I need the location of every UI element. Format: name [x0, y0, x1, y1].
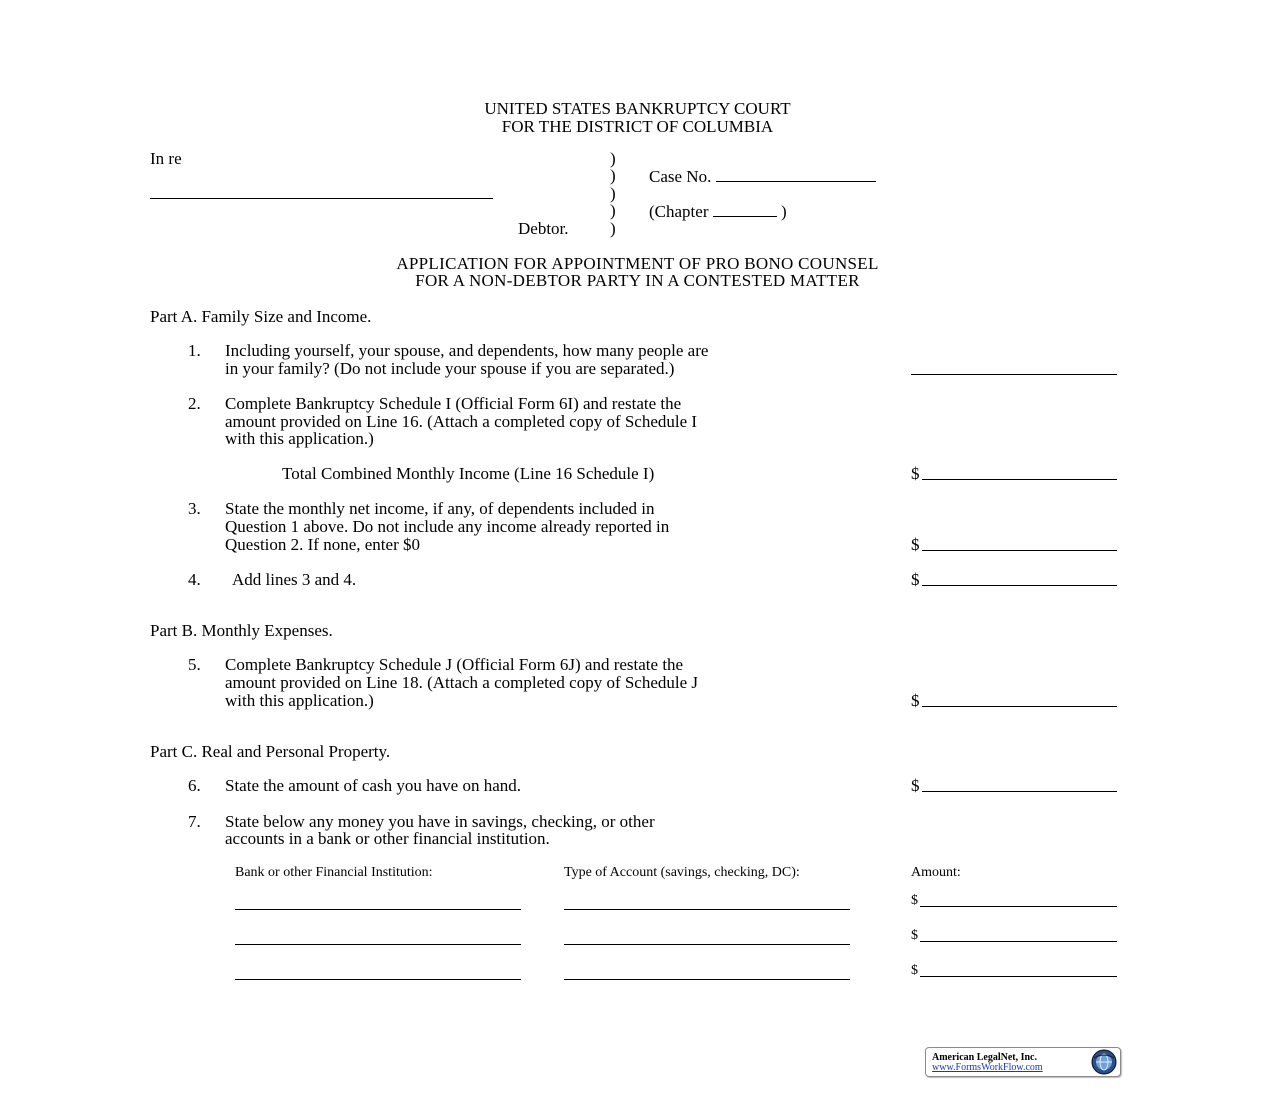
globe-icon	[1091, 1049, 1117, 1075]
q2-text: Complete Bankruptcy Schedule I (Official Form 6I) and restate the	[225, 394, 682, 413]
caption-paren: )	[610, 166, 616, 185]
q2-text: with this application.)	[225, 429, 374, 448]
q1-number: 1.	[188, 341, 201, 360]
q7-number: 7.	[188, 812, 201, 831]
cash-on-hand-field[interactable]	[922, 791, 1117, 792]
court-name: UNITED STATES BANKRUPTCY COURT	[484, 99, 791, 118]
dollar-sign: $	[911, 691, 920, 710]
document-title: APPLICATION FOR APPOINTMENT OF PRO BONO COUNSEL	[396, 254, 879, 273]
account-amount-field[interactable]	[920, 941, 1117, 942]
account-amount-field[interactable]	[920, 976, 1117, 977]
dollar-sign: $	[911, 963, 918, 978]
total-income-field[interactable]	[922, 479, 1117, 480]
account-type-field[interactable]	[564, 979, 850, 980]
logo-website-link[interactable]: www.FormsWorkFlow.com	[932, 1062, 1043, 1073]
monthly-expenses-field[interactable]	[922, 706, 1117, 707]
in-re-label: In re	[150, 149, 182, 168]
debtor-label: Debtor.	[518, 219, 569, 238]
caption-paren: )	[610, 149, 616, 168]
account-amount-field[interactable]	[920, 906, 1117, 907]
logo-company-name: American LegalNet, Inc.	[932, 1052, 1037, 1063]
combined-total-field[interactable]	[922, 585, 1117, 586]
dependents-income-field[interactable]	[922, 550, 1117, 551]
q2-text: amount provided on Line 16. (Attach a completed copy of Schedule I	[225, 412, 698, 431]
part-b-heading: Part B. Monthly Expenses.	[150, 621, 333, 640]
american-legalnet-logo	[925, 1047, 1121, 1077]
amount-column-header: Amount:	[911, 865, 961, 880]
q5-text: Complete Bankruptcy Schedule J (Official Form 6J) and restate the	[225, 655, 684, 674]
caption-paren: )	[610, 184, 616, 203]
q7-text: accounts in a bank or other financial institution.	[225, 829, 550, 848]
bank-name-field[interactable]	[235, 909, 521, 910]
total-income-label: Total Combined Monthly Income (Line 16 Schedule I)	[282, 464, 655, 483]
q4-number: 4.	[188, 570, 201, 589]
dollar-sign: $	[911, 464, 920, 483]
q5-number: 5.	[188, 655, 201, 674]
q4-text: Add lines 3 and 4.	[232, 570, 357, 589]
q3-number: 3.	[188, 499, 201, 518]
account-type-field[interactable]	[564, 909, 850, 910]
caption-paren: )	[610, 201, 616, 220]
chapter-field[interactable]	[713, 202, 777, 217]
part-a-heading: Part A. Family Size and Income.	[150, 307, 372, 326]
chapter-label: (Chapter )	[649, 202, 787, 221]
account-type-field[interactable]	[564, 944, 850, 945]
case-number-label: Case No.	[649, 167, 876, 186]
debtor-name-line[interactable]	[150, 198, 493, 199]
q6-text: State the amount of cash you have on hand.	[225, 776, 522, 795]
bank-column-header: Bank or other Financial Institution:	[235, 865, 433, 880]
dollar-sign: $	[911, 776, 920, 795]
q7-text: State below any money you have in savings, checking, or other	[225, 812, 655, 831]
q1-text: Including yourself, your spouse, and dependents, how many people are	[225, 341, 709, 360]
family-size-field[interactable]	[911, 374, 1117, 375]
q3-text: Question 2. If none, enter $0	[225, 535, 420, 554]
part-c-heading: Part C. Real and Personal Property.	[150, 742, 391, 761]
q1-text: in your family? (Do not include your spouse if you are separated.)	[225, 359, 675, 378]
case-number-field[interactable]	[716, 167, 876, 182]
court-district: FOR THE DISTRICT OF COLUMBIA	[501, 117, 774, 136]
bank-name-field[interactable]	[235, 944, 521, 945]
dollar-sign: $	[911, 535, 920, 554]
document-subtitle: FOR A NON-DEBTOR PARTY IN A CONTESTED MATTER	[415, 271, 860, 290]
q6-number: 6.	[188, 776, 201, 795]
q2-number: 2.	[188, 394, 201, 413]
q3-text: Question 1 above. Do not include any income already reported in	[225, 517, 670, 536]
q3-text: State the monthly net income, if any, of dependents included in	[225, 499, 655, 518]
bank-name-field[interactable]	[235, 979, 521, 980]
q5-text: amount provided on Line 18. (Attach a completed copy of Schedule J	[225, 673, 699, 692]
q5-text: with this application.)	[225, 691, 374, 710]
dollar-sign: $	[911, 928, 918, 943]
caption-paren: )	[610, 219, 616, 238]
dollar-sign: $	[911, 570, 920, 589]
account-type-column-header: Type of Account (savings, checking, DC):	[564, 865, 800, 880]
dollar-sign: $	[911, 893, 918, 908]
